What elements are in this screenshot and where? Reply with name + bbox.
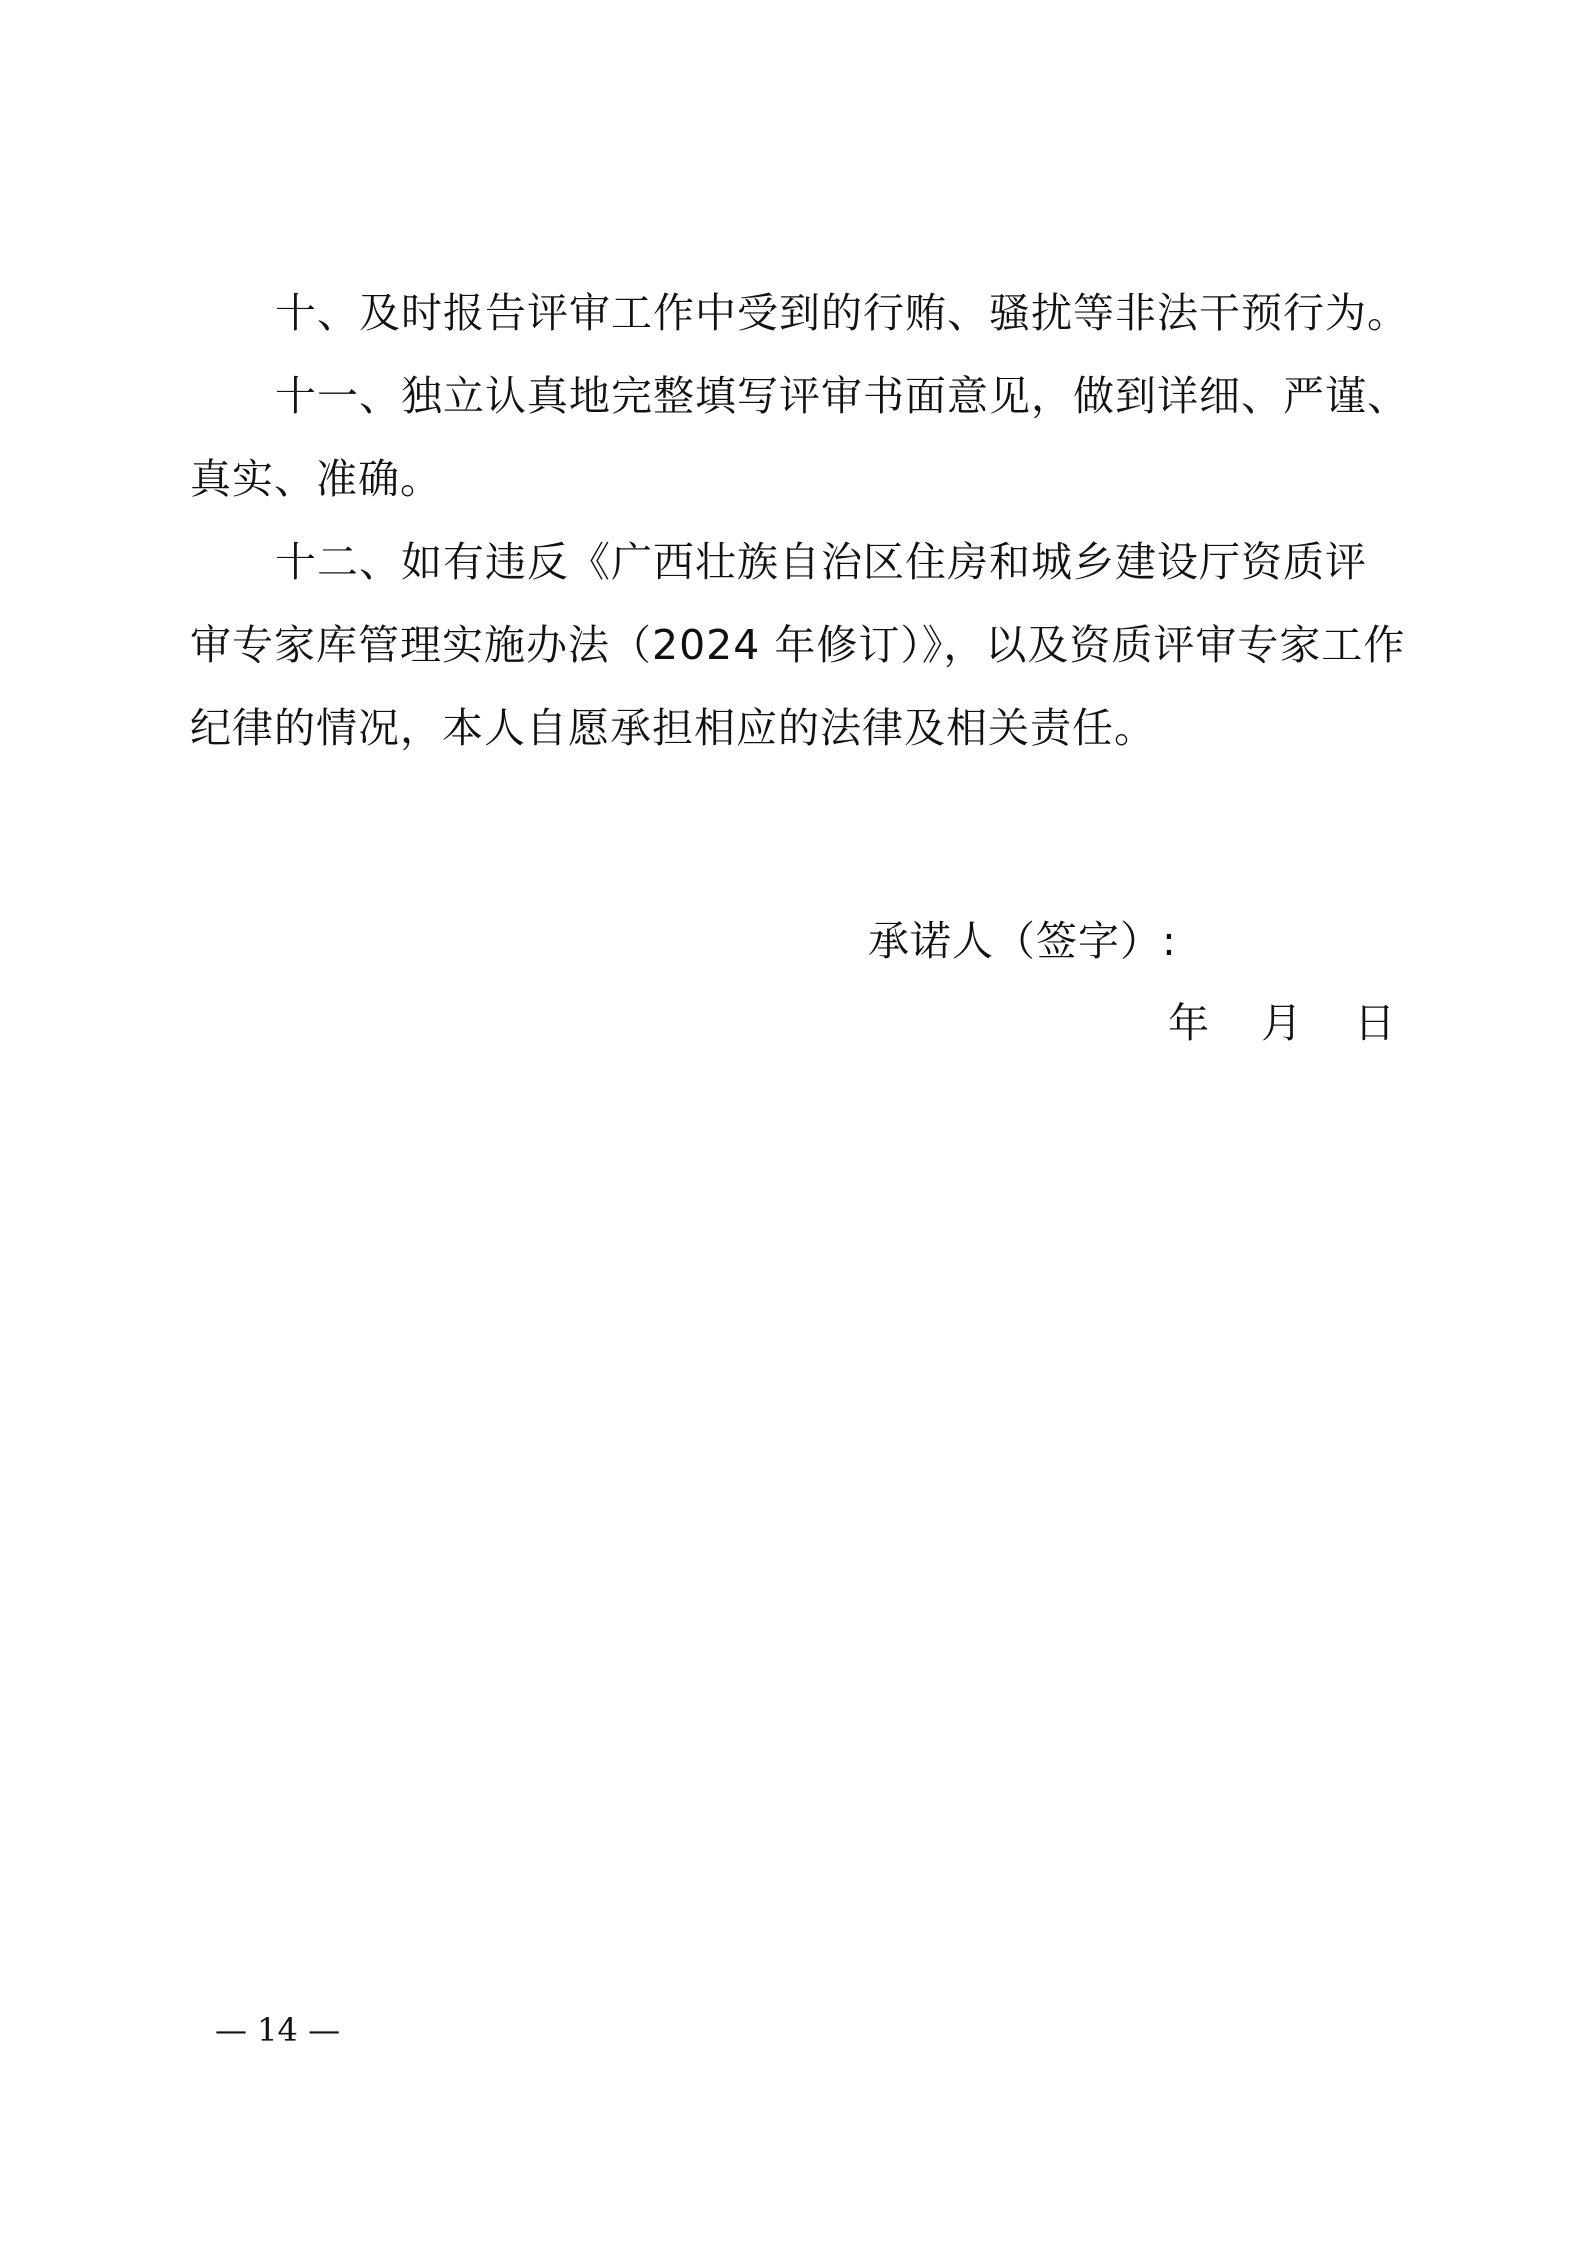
page-number: — 14 — <box>215 2011 341 2049</box>
item-twelve-line-3: 纪律的情况，本人自愿承担相应的法律及相关责任。 <box>190 704 1156 752</box>
date-label: 年 月 日 <box>1168 999 1396 1047</box>
item-eleven-line-2: 真实、准确。 <box>190 455 442 503</box>
commitment-text <box>190 272 1409 770</box>
item-twelve-line-1: 十二、如有违反《广西壮族自治区住房和城乡建设厅资质评 <box>275 538 1367 586</box>
signature-label: 承诺人（签字）: <box>868 917 1177 965</box>
item-eleven-line-1: 十一、独立认真地完整填写评审书面意见，做到详细、严谨、 <box>275 372 1409 420</box>
item-twelve-line-2: 审专家库管理实施办法（2024 年修订）》，以及资质评审专家工作 <box>190 621 1406 669</box>
item-ten-line: 十、及时报告评审工作中受到的行贿、骚扰等非法干预行为。 <box>275 289 1409 337</box>
